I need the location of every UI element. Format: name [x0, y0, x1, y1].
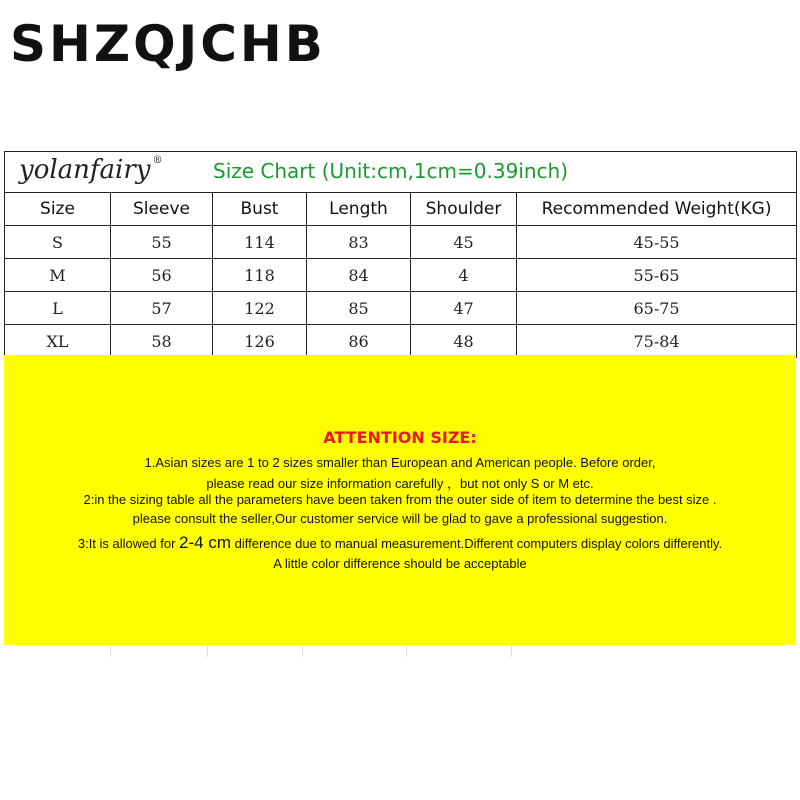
- tolerance-emphasis: 2-4 cm: [179, 533, 231, 552]
- notice-line-4: please consult the seller,Our customer service will be glad to gave a professional suggestion.: [132, 511, 668, 526]
- divider: [207, 645, 208, 657]
- cell-bust: 118: [213, 259, 307, 292]
- cell-size: S: [5, 226, 111, 259]
- cell-weight: 55-65: [517, 259, 797, 292]
- cell-bust: 122: [213, 292, 307, 325]
- yolanfairy-logo: yolanfairy ®: [19, 155, 163, 185]
- size-chart-table: [4, 151, 797, 358]
- cell-size: M: [5, 259, 111, 292]
- notice-line-1: 1.Asian sizes are 1 to 2 sizes smaller than European and American people. Before order,: [144, 455, 656, 470]
- table-row: [5, 259, 797, 292]
- brand-logo: SHZQJCHB: [10, 15, 326, 73]
- cell-sleeve: 55: [111, 226, 213, 259]
- cell-sleeve: 56: [111, 259, 213, 292]
- cell-size: XL: [5, 325, 111, 358]
- header-bust: Bust: [213, 193, 307, 226]
- header-weight: Recommended Weight(KG): [517, 193, 797, 226]
- notice-line-6: A little color difference should be acceptable: [273, 556, 527, 571]
- cell-weight: 75-84: [517, 325, 797, 358]
- cell-bust: 126: [213, 325, 307, 358]
- size-chart-title-row: [5, 152, 797, 193]
- table-row: [5, 325, 797, 358]
- cell-length: 86: [307, 325, 411, 358]
- notice-line-5: 3:It is allowed for 2-4 cm difference due to manual measurement.Different computers display colors differently.: [77, 533, 723, 552]
- table-row: [5, 226, 797, 259]
- cell-shoulder: 48: [411, 325, 517, 358]
- cell-size: L: [5, 292, 111, 325]
- divider: [406, 645, 407, 657]
- cell-length: 84: [307, 259, 411, 292]
- cell-length: 83: [307, 226, 411, 259]
- attention-heading: ATTENTION SIZE:: [323, 428, 477, 447]
- header-sleeve: Sleeve: [111, 193, 213, 226]
- table-header-row: [5, 193, 797, 226]
- divider: [110, 645, 111, 657]
- header-length: Length: [307, 193, 411, 226]
- table-row: [5, 292, 797, 325]
- notice-line-2: please read our size information carefully ，but not only S or M etc.: [206, 476, 594, 491]
- cell-shoulder: 45: [411, 226, 517, 259]
- divider: [511, 645, 512, 657]
- cell-bust: 114: [213, 226, 307, 259]
- header-shoulder: Shoulder: [411, 193, 517, 226]
- cell-length: 85: [307, 292, 411, 325]
- cell-sleeve: 58: [111, 325, 213, 358]
- divider: [302, 645, 303, 657]
- cell-shoulder: 47: [411, 292, 517, 325]
- cell-weight: 45-55: [517, 226, 797, 259]
- header-size: Size: [5, 193, 111, 226]
- notice-line-3: 2:in the sizing table all the parameters have been taken from the outer side of item to determine the best size .: [83, 492, 717, 507]
- cell-weight: 65-75: [517, 292, 797, 325]
- cell-shoulder: 4: [411, 259, 517, 292]
- cell-sleeve: 57: [111, 292, 213, 325]
- size-chart-title: Size Chart (Unit:cm,1cm=0.39inch): [213, 159, 569, 183]
